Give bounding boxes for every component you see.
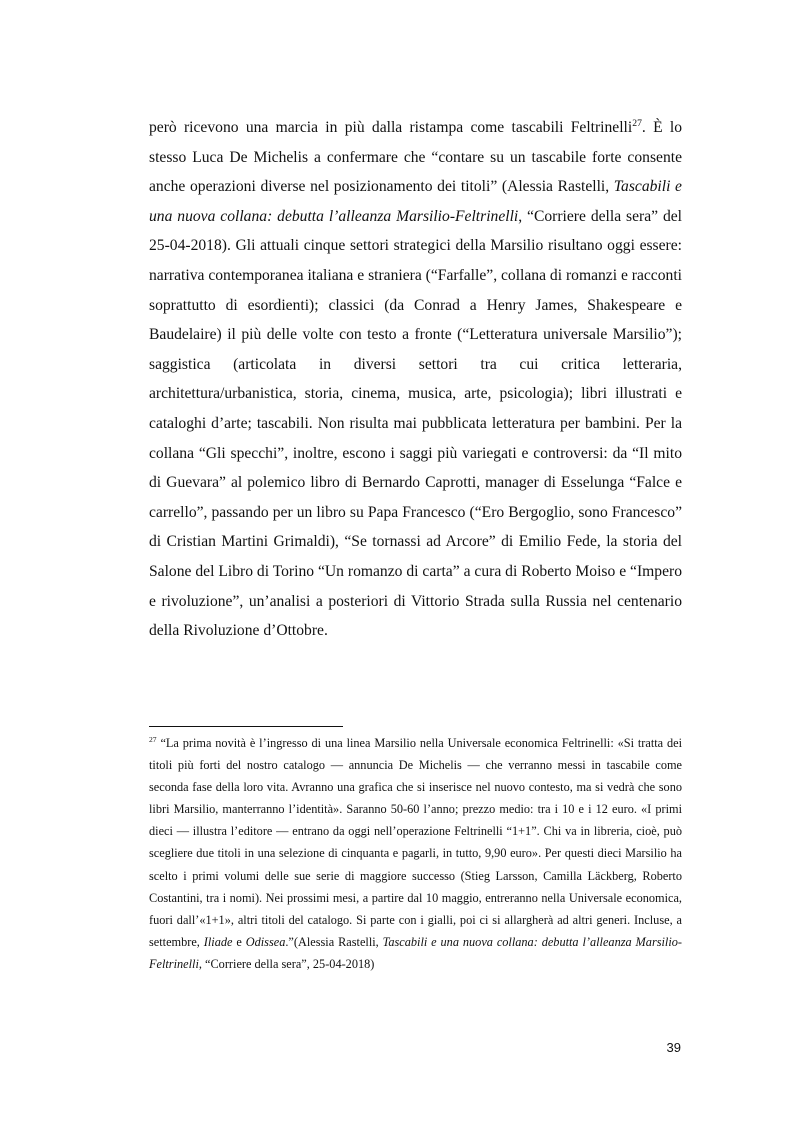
footnote-text-4: , “Corriere della sera”, 25-04-2018) [198, 956, 375, 971]
body-article-title: Tascabili e una nuova collana: debutta l’alleanza Marsilio-Feltrinelli [149, 178, 682, 225]
footnote-article-title: Tascabili e una nuova collana: debutta l’alleanza Marsilio-Feltrinelli [149, 934, 683, 971]
footnote-odissea: Odissea [245, 934, 286, 949]
footnote-iliade: Iliade [203, 934, 233, 949]
page-number: 39 [666, 1040, 681, 1055]
footnote-number: 27 [149, 734, 157, 744]
body-text-3: , “Corriere della sera” del 25-04-2018). Gli attuali cinque settori strategici della Marsilio risultano oggi essere: narrativa contemporanea italiana e straniera (“Farfalle”, collana di romanzi e racconti soprattutto di esordienti); classici (da Conrad a Henry James, Shakespeare e Baudelaire) il più delle volte con testo a fronte (“Letteratura universale Marsilio”); saggistica (articolata in diversi settori tra cui critica letteraria, architettura/urbanistica, storia, cinema, musica, arte, psicologia); libri illustrati e cataloghi d’arte; tascabili. Non risulta mai pubblicata letteratura per bambini. Per la collana “Gli specchi”, inoltre, escono i saggi più variegati e controversi: da “Il mito di Guevara” al polemico libro di Bernardo Caprotti, manager di Esselunga “Falce e carrello”, passando per un libro su Papa Francesco (“Ero Bergoglio, sono Francesco” di Cristian Martini Grimaldi), “Se tornassi ad Arcore” di Emilio Fede, la storia del Salone del Libro di Torino “Un romanzo di carta” a cura di Roberto Moiso e “Impero e rivoluzione”, un’analisi a posteriori di Vittorio Strada sulla Russia nel centenario della Rivoluzione d’Ottobre. [149, 207, 682, 640]
footnote-text-3: .”(Alessia Rastelli, [285, 934, 383, 949]
footnote-text-2: e [232, 934, 246, 949]
body-text-2: . È lo stesso Luca De Michelis a confermare che “contare su un tascabile forte consente anche operazioni diverse nel posizionamento dei titoli” (Alessia Rastelli, [149, 119, 682, 196]
footnote-separator [149, 726, 343, 727]
body-paragraph [149, 113, 682, 646]
body-text-1: però ricevono una marcia in più dalla ristampa come tascabili Feltrinelli [149, 119, 633, 136]
footnote-text-1: “La prima novità è l’ingresso di una linea Marsilio nella Universale economica Feltrinelli: «Si tratta dei titoli più forti del nostro catalogo — annuncia De Michelis — che verranno messi in tascabile come seconda fase della loro vita. Avranno una grafica che si inserisce nel nuovo contesto, ma si vedrà che sono libri Marsilio, manterranno l’identità». Saranno 50-60 l’anno; prezzo medio: tra i 10 e i 12 euro. «I primi dieci — illustra l’editore — entrano da oggi nell’operazione Feltrinelli “1+1”. Chi va in libreria, cioè, può scegliere due titoli in una selezione di cinquanta e pagarli, in tutto, 9,90 euro». Per questi dieci Marsilio ha scelto i primi volumi delle sue serie di maggiore successo (Stieg Larsson, Camilla Läckberg, Roberto Costantini, tra i nomi). Nei prossimi mesi, a partire dal 10 maggio, entreranno nella Universale economica, fuori dall’«1+1», altri titoli del catalogo. Si parte con i gialli, poi ci si allargherà ad altri generi. Incluse, a settembre, [149, 736, 682, 949]
footnote-reference[interactable]: 27 [632, 117, 642, 129]
footnote [149, 732, 682, 975]
